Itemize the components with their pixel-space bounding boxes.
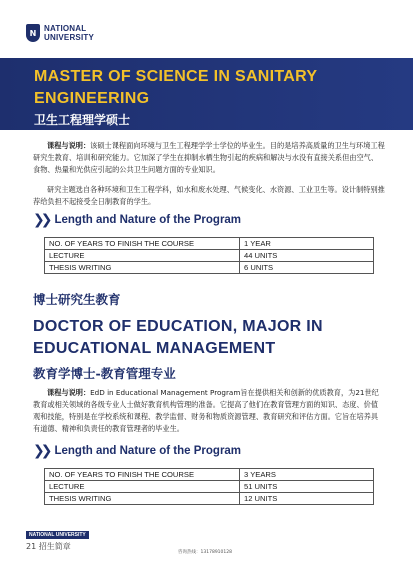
program2-length-table	[44, 468, 374, 505]
shield-icon: N	[26, 24, 40, 42]
contact-hotline: 咨询热线：13178910128	[178, 550, 232, 555]
footer-logo-cn: 21 招生简章	[26, 542, 71, 551]
doctoral-heading: 博士研究生教育	[33, 292, 121, 307]
logo-line-1: NATIONAL	[44, 24, 87, 33]
table-row: NO. OF YEARS TO FINISH THE COURSE 1 YEAR	[45, 238, 374, 250]
program1-section-heading: ❯❯ Length and Nature of the Program	[33, 212, 242, 228]
program2-description	[33, 387, 385, 435]
program1-length-table	[44, 237, 374, 274]
program2-title-cn: 教育学博士-教育管理专业	[33, 366, 176, 381]
program1-description	[33, 140, 385, 176]
double-chevron-icon: ❯❯	[33, 212, 49, 228]
footer-logo-bar: NATIONAL UNIVERSITY	[26, 531, 89, 539]
program2-title-en: DOCTOR OF EDUCATION, MAJOR IN EDUCATIONAL MANAGEMENT	[33, 318, 323, 357]
program2-desc-text: EdD in Educational Management Program旨在提供相关和创新的优质教育，为21世纪教育或相关领域的各级专业人士做好教育机构管理的准备。它提高了他们在教育管理方面的知识、态度、价值观和技能，特别是在学校系统和课程、教学监督、财务和物质资源管理、教育研究和评估方面。它旨在培养具有道德、精神和负责任的教育管理者的毕业生。	[33, 388, 379, 433]
page-header	[0, 0, 413, 56]
table-row: THESIS WRITING 6 UNITS	[45, 262, 374, 274]
program1-banner	[0, 58, 413, 130]
program1-title-en: MASTER OF SCIENCE IN SANITARY ENGINEERING	[34, 68, 318, 107]
program1-title-cn: 卫生工程理学硕士	[34, 113, 131, 127]
table-row: LECTURE 51 UNITS	[45, 481, 374, 493]
university-logo	[26, 24, 94, 42]
program1-desc-label: 课程与说明：	[47, 141, 91, 150]
program1-desc-text: 该硕士课程面向环境与卫生工程理学学士学位的毕业生。目的是培养高质量的卫生与环境工程研究生教育、培训和研究能力。它加深了学生在抑制水栖生物引起的疾病和解决与水没有直接关系但由空气、食物、热量和光供应引起的公共卫生问题方面的专业知识。	[33, 141, 385, 174]
logo-line-2: UNIVERSITY	[44, 33, 95, 42]
footer-logo	[26, 521, 89, 552]
table-row: NO. OF YEARS TO FINISH THE COURSE 3 YEARS	[45, 469, 374, 481]
table-row: LECTURE 44 UNITS	[45, 250, 374, 262]
program1-description-2: 研究主题选自各种环境和卫生工程学科，如水和废水处理、气候变化、水资源、工业卫生等。设计制特别推荐给负担不起接受全日制教育的学生。	[33, 185, 385, 206]
program2-section-heading: ❯❯ Length and Nature of the Program	[33, 443, 242, 459]
double-chevron-icon: ❯❯	[33, 443, 49, 459]
table-row: THESIS WRITING 12 UNITS	[45, 493, 374, 505]
program2-desc-label: 课程与说明：	[47, 388, 91, 397]
